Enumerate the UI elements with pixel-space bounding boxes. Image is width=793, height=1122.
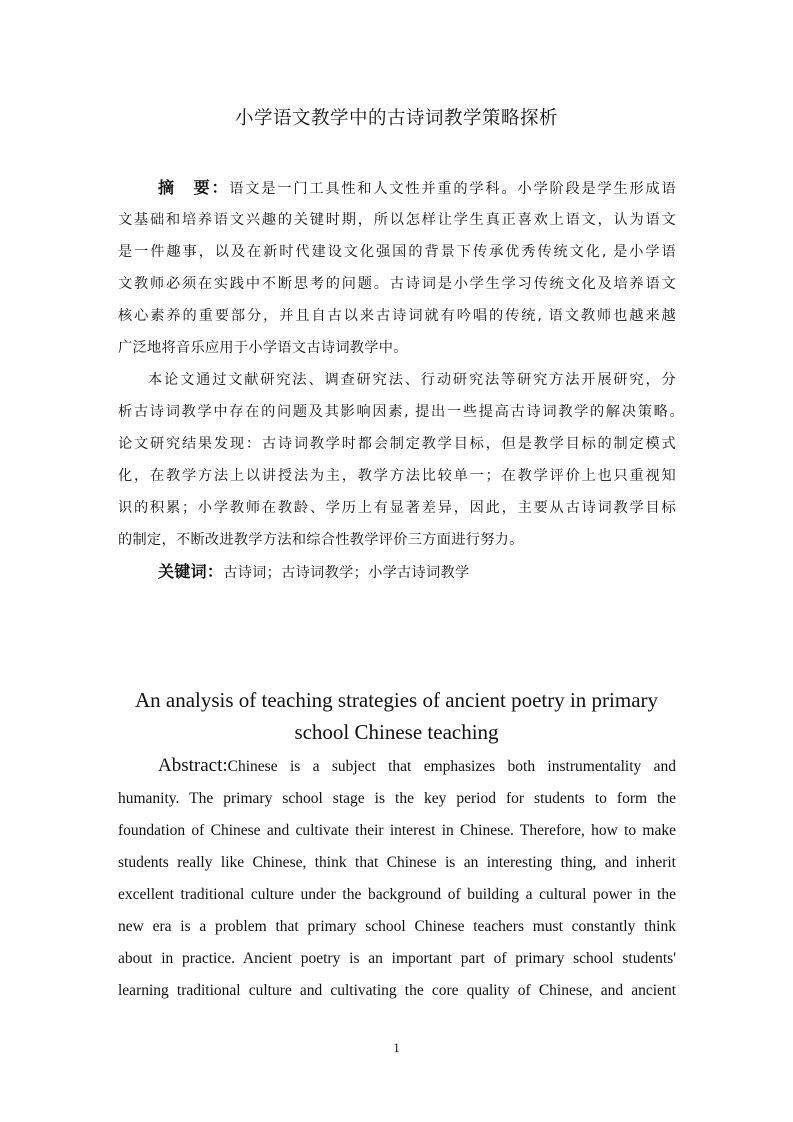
english-title-line-2: school Chinese teaching [294,720,499,744]
en-abstract-line [158,756,676,777]
cn-abstract-line: 文基础和培养语文兴趣的关键时期，所以怎样让学生真正喜欢上语文，认为语文 [118,212,676,228]
en-abstract-text: Chinese is a subject that emphasizes both instrumentality and [227,758,676,775]
cn-para2-line: 识的积累；小学教师在教龄、学历上有显著差异，因此，主要从古诗词教学目标 [118,500,676,516]
en-abstract-line: about in practice. Ancient poetry is an important part of primary school students' [118,950,676,967]
en-abstract-line: new era is a problem that primary school Chinese teachers must constantly think [118,918,676,935]
cn-para2-line: 析古诗词教学中存在的问题及其影响因素, 提出一些提高古诗词教学的解决策略。 [118,404,684,420]
cn-abstract-line: 广泛地将音乐应用于小学语文古诗词教学中。 [118,340,408,356]
cn-abstract-line: 是一件趣事，以及在新时代建设文化强国的背景下传承优秀传统文化, 是小学语 [118,244,676,260]
cn-abstract-label: 摘 要： [158,178,230,197]
en-abstract-label: Abstract: [158,755,228,776]
chinese-title: 小学语文教学中的古诗词教学策略探析 [234,108,558,129]
cn-abstract-line: 文教师必须在实践中不断思考的问题。古诗词是小学生学习传统文化及培养语文 [118,276,676,292]
cn-keywords-text: 古诗词；古诗词教学；小学古诗词教学 [223,565,470,581]
en-abstract-line: humanity. The primary school stage is the key period for students to form the [118,790,676,807]
cn-para2-line: 论文研究结果发现：古诗词教学时都会制定教学目标，但是教学目标的制定模式 [118,436,676,452]
en-abstract-line: students really like Chinese, think that Chinese is an interesting thing, and inherit [118,854,676,871]
cn-para2-line: 的制定，不断改进教学方法和综合性教学评价三方面进行努力。 [118,532,524,548]
en-abstract-line: excellent traditional culture under the background of building a cultural power in the [118,886,676,903]
en-abstract-line: foundation of Chinese and cultivate their interest in Chinese. Therefore, how to make [118,822,676,839]
cn-abstract-line [158,178,676,199]
cn-abstract-text: 语文是一门工具性和人文性并重的学科。小学阶段是学生形成语 [229,181,677,197]
cn-para2-line: 化，在教学方法上以讲授法为主，教学方法比较单一；在教学评价上也只重视知 [118,468,676,484]
cn-para2-line: 本论文通过文献研究法、调查研究法、行动研究法等研究方法开展研究，分 [148,372,676,388]
english-title-line-1: An analysis of teaching strategies of ancient poetry in primary [134,688,659,712]
page-number: 1 [393,1040,400,1055]
cn-keywords-label: 关键词： [158,562,224,581]
cn-keywords [158,562,676,583]
en-abstract-line: learning traditional culture and cultivating the core quality of Chinese, and ancient [118,982,676,999]
cn-abstract-line: 核心素养的重要部分，并且自古以来古诗词就有吟唱的传统, 语文教师也越来越 [118,308,676,324]
